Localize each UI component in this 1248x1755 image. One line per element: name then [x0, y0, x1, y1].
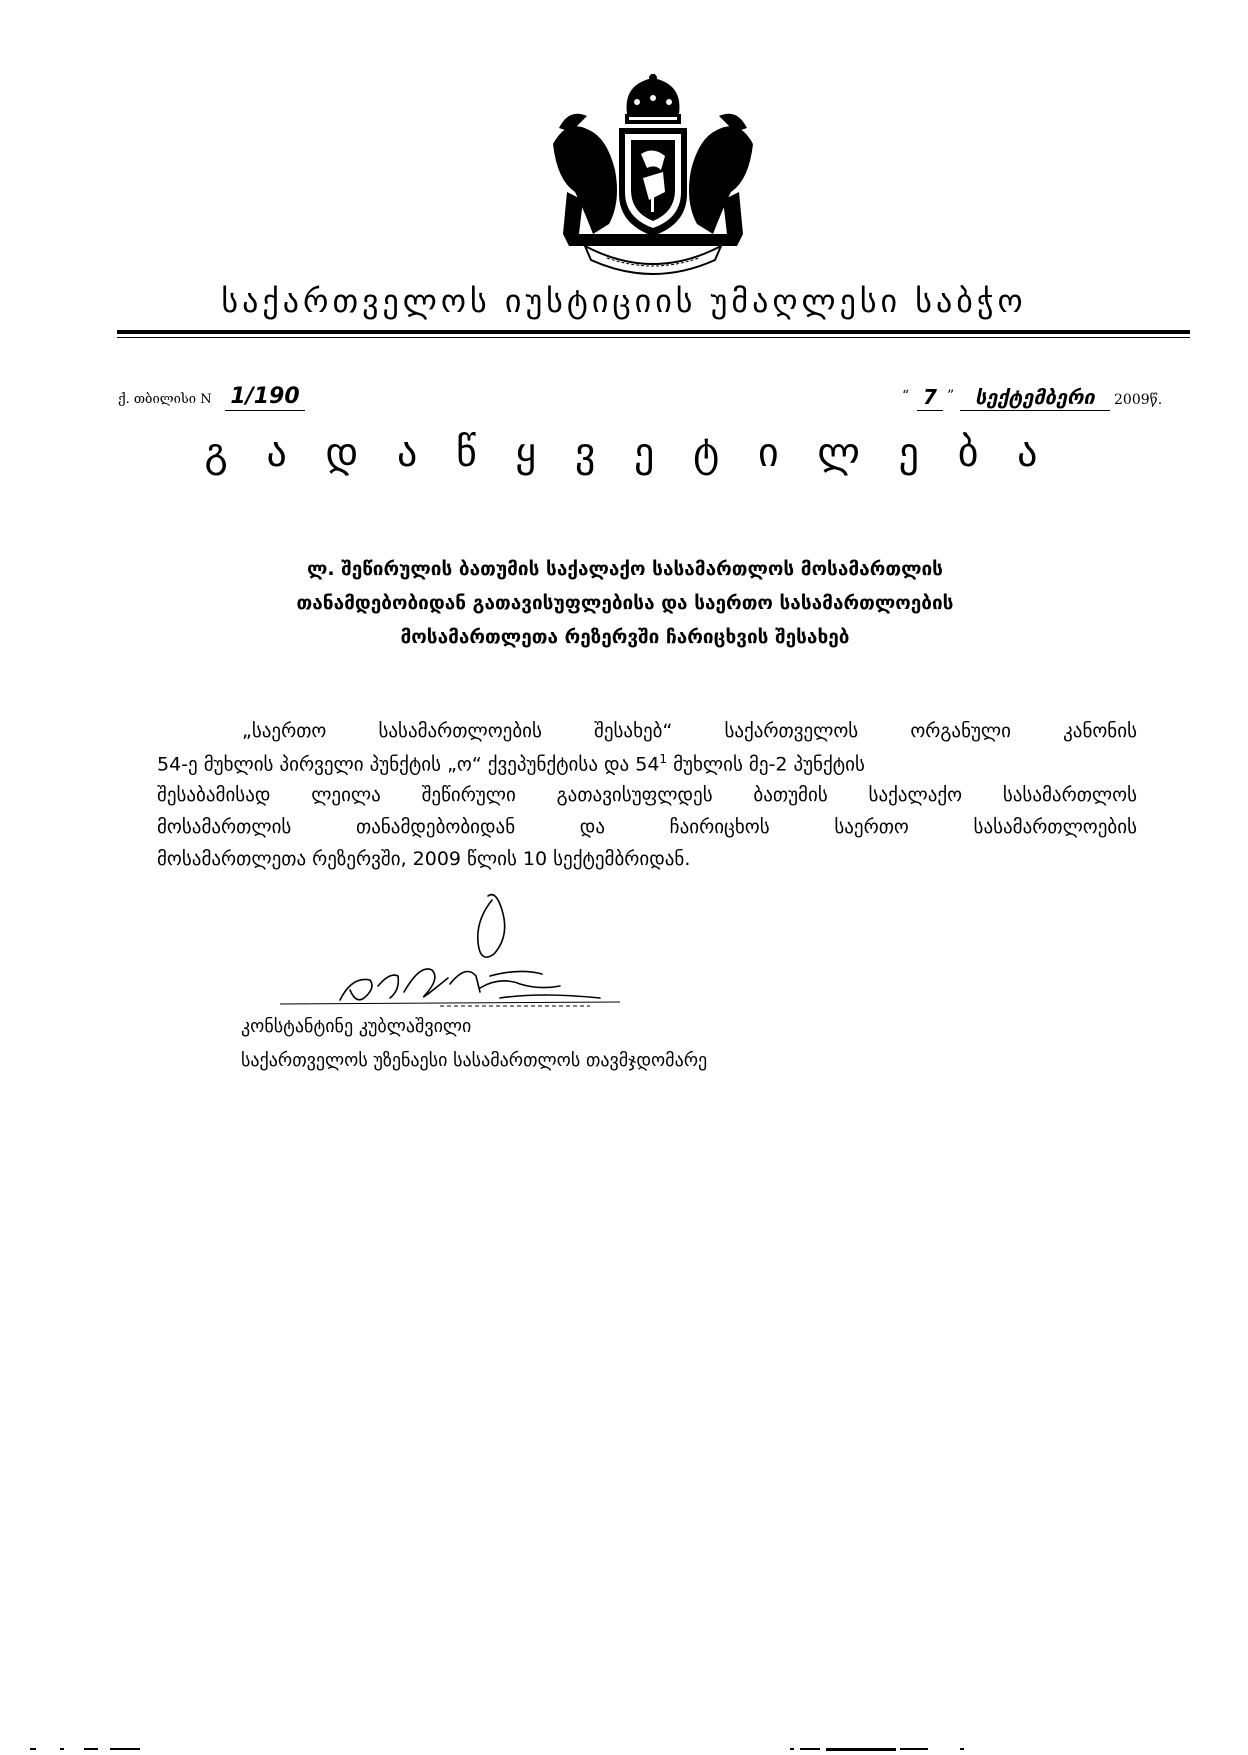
handwritten-signature	[280, 880, 680, 1020]
body-line-2-part-b: მუხლის მე-2 პუნქტის	[667, 753, 865, 776]
header-divider-thin	[117, 337, 1190, 338]
body-line-4: მოსამართლის თანამდებობიდან და ჩაირიცხოს საერთო სასამართლოების	[157, 816, 1137, 838]
decision-number-label: ქ. თბილისი N	[118, 392, 212, 407]
decision-subject	[240, 552, 1010, 654]
signer-name: კონსტანტინე კუბლაშვილი	[241, 1016, 472, 1037]
body-line-2	[157, 752, 1137, 775]
body-line-3: შესაბამისად ლეილა შეწირული გათავისუფლდეს ბათუმის საქალაქო სასამართლოს	[157, 784, 1137, 806]
coat-of-arms-emblem	[523, 74, 783, 284]
body-line-2-superscript: 1	[659, 752, 668, 766]
header-divider-thick	[117, 330, 1190, 334]
document-title: გ ა დ ა წ ყ ვ ე ტ ი ლ ე ბ ა	[204, 430, 1044, 476]
council-name-heading: საქართველოს იუსტიციის უმაღლესი საბჭო	[221, 282, 1027, 320]
subject-line: მოსამართლეთა რეზერვში ჩარიცხვის შესახებ	[400, 626, 850, 648]
body-line-5: მოსამართლეთა რეზერვში, 2009 წლის 10 სექტემბრიდან.	[157, 848, 691, 870]
date-open-quote: “	[902, 388, 910, 404]
decision-date-year: 2009წ.	[1114, 392, 1163, 408]
date-close-quote: ”	[947, 388, 955, 404]
decision-number-value: 1/190	[225, 384, 305, 411]
body-line-2-part-a: 54-ე მუხლის პირველი პუნქტის „ო“ ქვეპუნქტისა და 54	[157, 753, 660, 776]
signer-position: საქართველოს უზენაესი სასამართლოს თავმჯდომარე	[241, 1050, 708, 1071]
signer-block	[241, 1010, 707, 1078]
subject-line: თანამდებობიდან გათავისუფლებისა და საერთო სასამართლოების	[296, 592, 954, 614]
body-line-1: „საერთო სასამართლოების შესახებ“ საქართველოს ორგანული კანონის	[242, 720, 1137, 742]
decision-date-day: 7	[917, 384, 943, 411]
decision-date-month: სექტემბერი	[960, 384, 1110, 411]
subject-line: ლ. შეწირულის ბათუმის საქალაქო სასამართლოს მოსამართლის	[307, 558, 943, 580]
scan-edge-marks	[0, 1738, 1248, 1755]
